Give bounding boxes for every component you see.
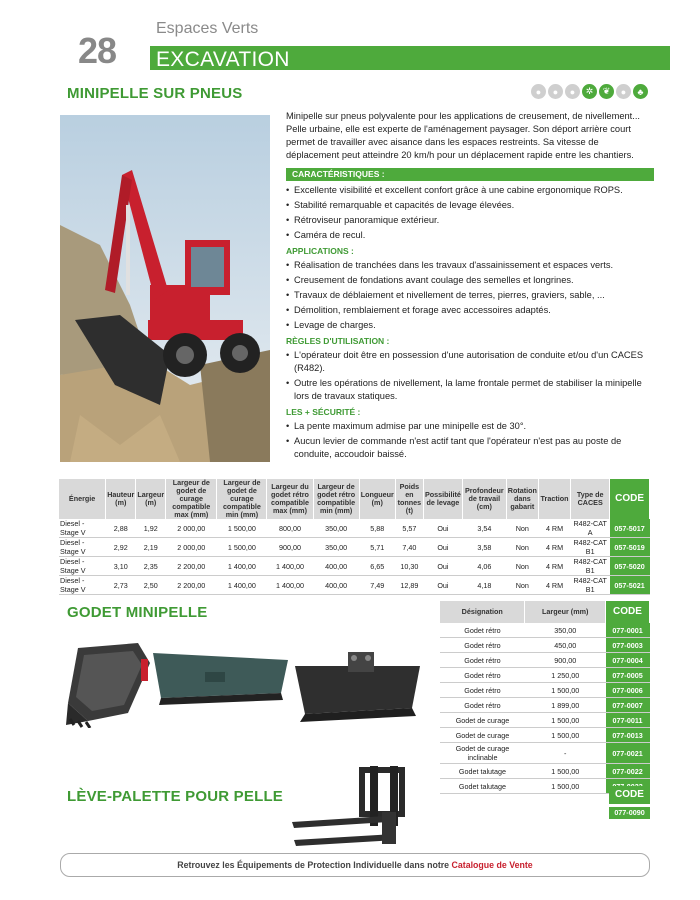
table-row [440, 653, 650, 668]
product-code: 057-5020 [610, 557, 650, 576]
col-header: CODE [610, 479, 650, 519]
product-code: 077-0004 [606, 653, 650, 668]
cell: Godet de curage [440, 713, 525, 728]
cell: R482-CAT B1 [571, 576, 610, 595]
circle-icon: ● [565, 84, 580, 99]
circle-icon: ● [616, 84, 631, 99]
col-header: Possibilité de levage [423, 479, 462, 519]
table-row [440, 683, 650, 698]
col-header: Largeur du godet rétro compatible max (mm) [267, 479, 313, 519]
cell: 2 200,00 [166, 576, 217, 595]
list-item: • L'opérateur doit être en possession d'une autorisation de conduite et/ou d'un CACES (R482). [286, 349, 654, 375]
godet-retro-image [58, 633, 153, 728]
cell: 450,00 [525, 638, 606, 653]
cell: 12,89 [395, 576, 423, 595]
product-code: 077-0001 [606, 623, 650, 638]
cell: R482-CAT A [571, 519, 610, 538]
cell: 10,30 [395, 557, 423, 576]
col-header: Largeur (mm) [525, 601, 606, 623]
col-header: Énergie [59, 479, 106, 519]
applications-list [286, 259, 654, 332]
product-code: 077-0011 [606, 713, 650, 728]
cell: Diesel - Stage V [59, 519, 106, 538]
product-code: 077-0090 [609, 807, 650, 819]
cell: Godet rétro [440, 668, 525, 683]
code-header: CODE [609, 786, 650, 804]
product-code: 077-0022 [606, 764, 650, 779]
col-header: Rotation dans gabarit [506, 479, 538, 519]
characteristics-heading: CARACTÉRISTIQUES : [286, 168, 654, 181]
table-row [440, 743, 650, 764]
cell: Godet rétro [440, 653, 525, 668]
cell: 2 000,00 [166, 519, 217, 538]
godet-table [440, 601, 650, 794]
footer-catalog-link[interactable]: Catalogue de Vente [451, 860, 533, 870]
cell: - [525, 743, 606, 764]
product-code: 077-0003 [606, 638, 650, 653]
cell: 7,49 [359, 576, 395, 595]
circle-icon: ● [548, 84, 563, 99]
cell: Godet rétro [440, 683, 525, 698]
list-item: • Démolition, remblaiement et forage avec accessoires adaptés. [286, 304, 654, 317]
product-code: 077-0007 [606, 698, 650, 713]
table-header-row [440, 601, 650, 623]
cell: 900,00 [525, 653, 606, 668]
gear-icon: ✲ [582, 84, 597, 99]
cell: R482-CAT B1 [571, 538, 610, 557]
col-header: Largeur (m) [136, 479, 166, 519]
cell: Oui [423, 576, 462, 595]
cell: 1 500,00 [217, 538, 267, 557]
safety-list [286, 420, 654, 461]
col-header: Largeur de godet de curage compatible min (mm) [217, 479, 267, 519]
characteristics-list [286, 184, 654, 242]
list-item: • Réalisation de tranchées dans les travaux d'assainissement et espaces verts. [286, 259, 654, 272]
cell: 2,19 [136, 538, 166, 557]
cell: 2 200,00 [166, 557, 217, 576]
product-code: 077-0021 [606, 743, 650, 764]
section-label: Espaces Verts [156, 20, 259, 37]
cell: 3,54 [462, 519, 506, 538]
cell: Godet talutage [440, 764, 525, 779]
product-code: 077-0005 [606, 668, 650, 683]
col-header: Longueur (m) [359, 479, 395, 519]
circle-icon: ● [531, 84, 546, 99]
applications-heading: APPLICATIONS : [286, 246, 354, 256]
product-code: 077-0006 [606, 683, 650, 698]
list-item: • Excellente visibilité et excellent confort grâce à une cabine ergonomique ROPS. [286, 184, 654, 197]
cell: 1 500,00 [525, 713, 606, 728]
table-row [440, 668, 650, 683]
cell: Godet talutage [440, 779, 525, 794]
cell: Non [506, 538, 538, 557]
table-row [440, 764, 650, 779]
cell: 4,06 [462, 557, 506, 576]
table-row [440, 713, 650, 728]
cell: 400,00 [313, 557, 359, 576]
col-header: Type de CACES [571, 479, 610, 519]
list-item: • Aucun levier de commande n'est actif tant que l'opérateur n'est pas au poste de conduite, accoudoir baissé. [286, 435, 654, 461]
cell: 1 500,00 [525, 728, 606, 743]
cell: Non [506, 557, 538, 576]
cell: 400,00 [313, 576, 359, 595]
col-header: Poids en tonnes (t) [395, 479, 423, 519]
cell: 900,00 [267, 538, 313, 557]
list-item: • Rétroviseur panoramique extérieur. [286, 214, 654, 227]
product-code: 077-0013 [606, 728, 650, 743]
cell: 4,18 [462, 576, 506, 595]
list-item: • Outre les opérations de nivellement, la lame frontale permet de stabiliser la minipelle lors de travaux statiques. [286, 377, 654, 403]
cell: Non [506, 519, 538, 538]
cell: Diesel - Stage V [59, 538, 106, 557]
cell: 2,92 [106, 538, 136, 557]
list-item: • La pente maximum admise par une minipelle est de 30°. [286, 420, 654, 433]
leve-palette-image [290, 764, 425, 852]
table-row [59, 519, 650, 538]
cell: 4 RM [538, 576, 570, 595]
list-item: • Levage de charges. [286, 319, 654, 332]
cell: 1 400,00 [267, 557, 313, 576]
footer-text: Retrouvez les Équipements de Protection Individuelle dans notre [177, 860, 452, 870]
cell: 1 500,00 [217, 519, 267, 538]
leve-palette-title: LÈVE-PALETTE POUR PELLE [67, 788, 284, 805]
cell: 1 400,00 [217, 576, 267, 595]
cell: 1 899,00 [525, 698, 606, 713]
category-bar [150, 46, 670, 70]
cell: 4 RM [538, 557, 570, 576]
table-row [440, 698, 650, 713]
cell: 2,88 [106, 519, 136, 538]
cell: Diesel - Stage V [59, 557, 106, 576]
cell: 2,73 [106, 576, 136, 595]
col-header: Largeur de godet rétro compatible min (mm) [313, 479, 359, 519]
cell: Godet de curage [440, 728, 525, 743]
cell: Godet rétro [440, 638, 525, 653]
col-header: Désignation [440, 601, 525, 623]
list-item: • Travaux de déblaiement et nivellement de terres, pierres, graviers, sable, ... [286, 289, 654, 302]
product-description: Minipelle sur pneus polyvalente pour les applications de creusement, de nivellement... Pelle urbaine, elle est experte de l'aménagement paysager. Son déport arrière court permet de travailler avec aisance dans les espaces restreints. Sa vitesse de déplacement peut atteindre 20 km/h pour un déplacement rapide entre les chantiers. [286, 111, 640, 160]
cell: 1 400,00 [217, 557, 267, 576]
col-header: Profondeur de travail (cm) [462, 479, 506, 519]
cell: R482-CAT B1 [571, 557, 610, 576]
cell: 2 000,00 [166, 538, 217, 557]
table-row [59, 538, 650, 557]
cell: 350,00 [313, 519, 359, 538]
spec-table [59, 479, 650, 595]
table-row [440, 623, 650, 638]
cell: Godet rétro [440, 698, 525, 713]
product-code: 057-5019 [610, 538, 650, 557]
cell: 350,00 [525, 623, 606, 638]
product-code: 057-5021 [610, 576, 650, 595]
godet-title: GODET MINIPELLE [67, 604, 208, 621]
tree-icon: ♣ [633, 84, 648, 99]
cell: 1 500,00 [525, 779, 606, 794]
cell: Oui [423, 519, 462, 538]
cell: 5,71 [359, 538, 395, 557]
godet-curage-image [153, 648, 288, 708]
cell: 5,88 [359, 519, 395, 538]
page-number: 28 [78, 30, 117, 71]
cell: 5,57 [395, 519, 423, 538]
category-title: EXCAVATION [156, 48, 290, 71]
cell: 3,58 [462, 538, 506, 557]
col-header: Largeur de godet de curage compatible max (mm) [166, 479, 217, 519]
cell: Oui [423, 538, 462, 557]
list-item: • Creusement de fondations avant coulage des semelles et longrines. [286, 274, 654, 287]
table-row [440, 638, 650, 653]
cell: 7,40 [395, 538, 423, 557]
cell: 800,00 [267, 519, 313, 538]
usage-icons [531, 84, 648, 99]
cell: 350,00 [313, 538, 359, 557]
cell: Godet rétro [440, 623, 525, 638]
product-title: MINIPELLE SUR PNEUS [67, 85, 243, 102]
cell: 6,65 [359, 557, 395, 576]
cell: 1 500,00 [525, 764, 606, 779]
cell: 1 250,00 [525, 668, 606, 683]
cell: 1,92 [136, 519, 166, 538]
safety-heading: LES + SÉCURITÉ : [286, 407, 361, 417]
col-header: Hauteur (m) [106, 479, 136, 519]
cell: 3,10 [106, 557, 136, 576]
list-item: • Stabilité remarquable et capacités de levage élevées. [286, 199, 654, 212]
leaf-icon: ❦ [599, 84, 614, 99]
col-header: CODE [606, 601, 650, 623]
excavator-photo [60, 115, 270, 462]
cell: Godet de curage inclinable [440, 743, 525, 764]
cell: Oui [423, 557, 462, 576]
table-row [440, 728, 650, 743]
cell: 1 500,00 [525, 683, 606, 698]
list-item: • Caméra de recul. [286, 229, 654, 242]
leve-palette-code-block [609, 786, 650, 819]
table-row [59, 576, 650, 595]
cell: 1 400,00 [267, 576, 313, 595]
col-header: Traction [538, 479, 570, 519]
cell: 2,35 [136, 557, 166, 576]
cell: 4 RM [538, 538, 570, 557]
table-row [59, 557, 650, 576]
rules-list [286, 349, 654, 403]
cell: 2,50 [136, 576, 166, 595]
product-code: 057-5017 [610, 519, 650, 538]
footer-banner [60, 853, 650, 877]
cell: 4 RM [538, 519, 570, 538]
cell: Non [506, 576, 538, 595]
rules-heading: RÈGLES D'UTILISATION : [286, 336, 390, 346]
product-description-block [286, 110, 654, 463]
godet-inclinable-image [290, 648, 425, 728]
table-header-row [59, 479, 650, 519]
cell: Diesel - Stage V [59, 576, 106, 595]
